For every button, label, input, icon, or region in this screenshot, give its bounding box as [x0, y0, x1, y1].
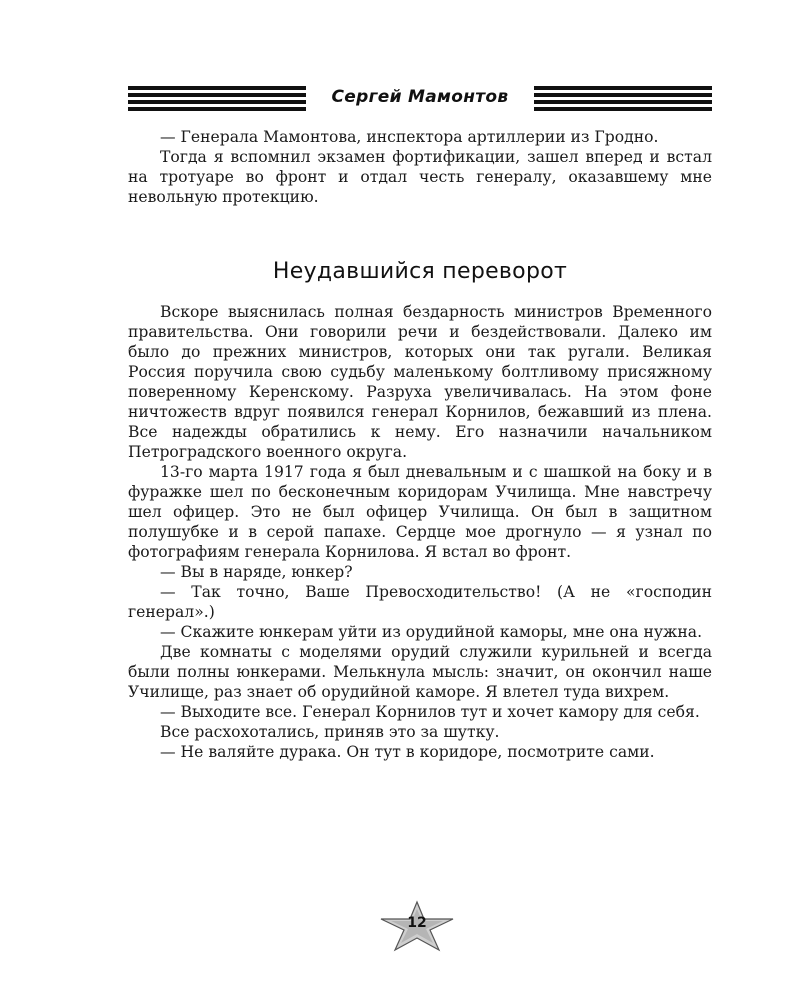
- paragraph: 13-го марта 1917 года я был дневальным и с шашкой на боку и в фуражке шел по бесконечным коридорам Училища. Мне навстречу шел офицер. Это не был офицер Училища. Он был в защитном полушубке и в серой папахе. Сердце мое дрогнуло — я узнал по фотографиям генерала Корнилова. Я встал во фронт.: [128, 463, 712, 561]
- paragraph: — Генерала Мамонтова, инспектора артиллерии из Гродно.: [160, 128, 659, 146]
- paragraph: — Скажите юнкерам уйти из орудийной каморы, мне она нужна.: [160, 623, 703, 641]
- page-number: 12: [407, 915, 427, 931]
- header-stripes-left: [128, 84, 306, 114]
- paragraph: Тогда я вспомнил экзамен фортификации, зашел вперед и встал на тротуаре во фронт и отдал честь генералу, оказавшему мне невольную протекцию.: [128, 148, 712, 206]
- section-title: Неудавшийся переворот: [272, 259, 568, 284]
- paragraph: — Не валяйте дурака. Он тут в коридоре, посмотрите сами.: [160, 743, 655, 761]
- header-stripes-right: [534, 84, 712, 114]
- header-author: Сергей Мамонтов: [331, 87, 509, 107]
- top-text-block: [128, 127, 712, 207]
- running-header: [128, 84, 712, 114]
- paragraph: Две комнаты с моделями орудий служили курильней и всегда были полны юнкерами. Мелькнула мысль: значит, он окончил наше Училище, раз знает об орудийной каморе. Я влетел туда вихрем.: [128, 643, 712, 701]
- paragraph: Вскоре выяснилась полная бездарность министров Временного правительства. Они говорили речи и бездействовали. Далеко им было до прежних министров, которых они так ругали. Великая Россия поручила свою судьбу маленькому болтливому присяжному поверенному Керенскому. Разруха увеличивалась. На этом фоне ничтожеств вдруг появился генерал Корнилов, бежавший из плена. Все надежды обратились к нему. Его назначили начальником Петроградского военного округа.: [128, 303, 712, 461]
- paragraph: — Так точно, Ваше Превосходительство! (А не «господин генерал».): [128, 583, 712, 621]
- page-number-badge: [377, 900, 457, 952]
- paragraph: — Выходите все. Генерал Корнилов тут и хочет камору для себя.: [160, 703, 700, 721]
- paragraph: — Вы в наряде, юнкер?: [160, 563, 353, 581]
- section-text-block: [128, 302, 712, 762]
- paragraph: Все расхохотались, приняв это за шутку.: [160, 723, 500, 741]
